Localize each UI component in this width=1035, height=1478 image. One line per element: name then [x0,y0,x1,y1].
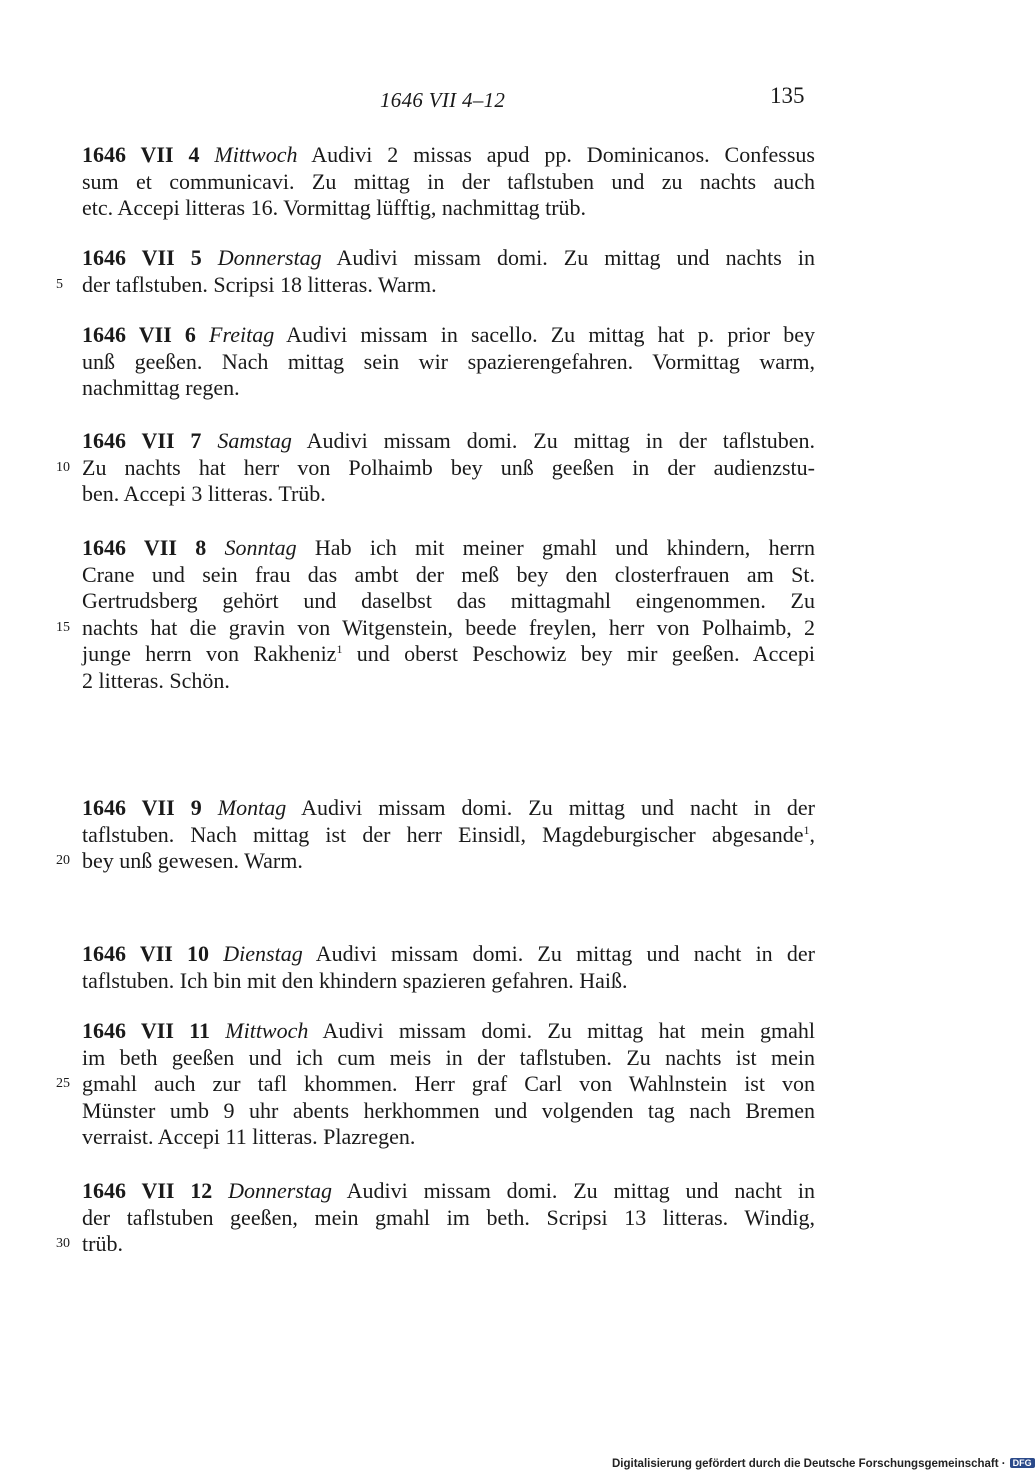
diary-entry-vii-9 [56,795,815,875]
text-line [82,1178,815,1205]
page-number: 135 [770,83,805,108]
text-line [56,848,815,875]
diary-entry-vii-12 [56,1178,815,1258]
footnote-line [88,708,815,730]
text-line: etc. Accepi litteras 16. Vormittag lüfftig, nachmittag trüb. [82,195,587,221]
text-line [82,822,815,849]
footnote-einsiedel [88,891,815,913]
diary-entry-vii-8 [56,535,816,695]
line-text: Zu nachts hat herr von Polhaimb bey unß geeßen in der audienzstu- [82,454,815,480]
text-line: taflstuben. Ich bin mit den khindern spazieren gefahren. Haiß. [82,967,628,993]
line-number: 25 [56,1076,70,1092]
entry-date: 1646 VII 4 [82,142,200,167]
diary-entry-vii-11 [56,1018,816,1151]
line-number: 20 [56,853,70,869]
text-line: ben. Accepi 3 litteras. Trüb. [82,481,326,507]
text-line [82,641,815,668]
text-line: im beth geeßen und ich cum meis in der taflstuben. Zu nachts ist mein [82,1044,815,1070]
entry-weekday: Mittwoch [214,142,298,167]
entry-text: Audivi missam in sacello. Zu mittag hat p. prior bey [286,322,815,347]
text-line [56,454,815,482]
diary-entry-vii-6 [82,322,815,402]
digitization-credit [612,1458,1035,1470]
line-text: , [809,821,815,847]
text-line: 2 litteras. Schön. [82,667,230,693]
text-line: Münster umb 9 uhr abents herkhommen und volgenden tag nach Bremen [82,1097,815,1123]
line-text: junge herrn von Rakheniz [82,641,337,667]
text-line: verraist. Accepi 11 litteras. Plazregen. [82,1124,416,1150]
entry-date: 1646 VII 7 [82,428,202,453]
footnote-line [88,730,815,752]
line-text: taflstuben. Nach mittag ist der herr Einsidl, Magdeburgischer abgesande [82,821,804,847]
diary-entry-vii-5 [56,245,815,298]
line-number: 15 [56,619,70,635]
diary-entry-vii-4 [82,142,815,222]
running-title: 1646 VII 4–12 [380,88,506,112]
footnote-reference: 1 [336,642,343,657]
entry-text: Audivi missam domi. Zu mittag in der taflstuben. [306,428,815,453]
entry-weekday: Montag [217,795,287,820]
footnote-line [88,752,815,774]
entry-text: Audivi missam domi. Zu mittag hat mein gmahl [322,1018,816,1043]
diary-entry-vii-10 [82,941,815,994]
line-text: der taflstuben. Scripsi 18 litteras. Warm. [82,271,437,297]
entry-text: Audivi missam domi. Zu mittag und nacht in der [315,941,815,966]
entry-weekday: Donnerstag [228,1178,333,1203]
text-line [82,795,815,822]
entry-date: 1646 VII 6 [82,322,196,347]
line-number: 5 [56,276,63,292]
dfg-logo: DFG [1010,1458,1035,1468]
entry-text: Hab ich mit meiner gmahl und khindern, herrn [314,535,816,560]
line-number: 10 [56,459,70,475]
entry-weekday: Dienstag [223,941,303,966]
line-text: gmahl auch zur tafl khommen. Herr graf Carl von Wahlnstein ist von [82,1071,815,1097]
text-line [82,322,815,349]
footnote-ragkhnitz [88,708,815,774]
line-text: und oberst Peschowiz bey mir geeßen. Accepi [342,641,816,667]
text-line [56,614,815,642]
text-line: Crane und sein frau das ambt der meß bey den closterfrauen am St. [82,561,815,587]
text-line: der taflstuben geeßen, mein gmahl im beth. Scripsi 13 litteras. Windig, [82,1204,815,1230]
line-text: bey unß gewesen. Warm. [82,848,303,874]
line-number: 30 [56,1236,70,1252]
text-line: nachmittag regen. [82,375,240,401]
entry-text: Audivi missam domi. Zu mittag und nacht in der [301,795,815,820]
entry-text: Audivi missam domi. Zu mittag und nacht in [346,1178,815,1203]
entry-weekday: Samstag [217,428,292,453]
diary-entry-vii-7 [56,428,815,508]
text-line: unß geeßen. Nach mittag sein wir spazierengefahren. Vormittag warm, [82,348,815,374]
entry-date: 1646 VII 8 [82,535,207,560]
entry-date: 1646 VII 11 [82,1018,210,1043]
entry-date: 1646 VII 9 [82,795,202,820]
credit-text: Digitalisierung gefördert durch die Deutsche Forschungsgemeinschaft · [612,1458,1006,1470]
text-line [82,535,815,562]
text-line [56,1231,815,1258]
footnote-line [88,891,815,913]
entry-weekday: Freitag [209,322,275,347]
text-line: sum et communicavi. Zu mittag in der taflstuben und zu nachts auch [82,168,815,194]
entry-weekday: Mittwoch [225,1018,309,1043]
entry-date: 1646 VII 10 [82,941,210,966]
footnote-reference: 1 [803,822,810,837]
line-text: trüb. [82,1231,123,1257]
entry-weekday: Sonntag [224,535,297,560]
entry-date: 1646 VII 12 [82,1178,213,1203]
entry-weekday: Donnerstag [217,245,322,270]
text-line [82,941,815,968]
text-line [56,1071,815,1098]
entry-text: Audivi 2 missas apud pp. Dominicanos. Confessus [311,142,815,167]
text-line [82,245,815,272]
entry-date: 1646 VII 5 [82,245,202,270]
entry-text: Audivi missam domi. Zu mittag und nachts in [336,245,815,270]
text-line: Gertrudsberg gehört und daselbst das mittagmahl eingenommen. Zu [82,588,815,614]
text-line [82,1018,815,1045]
text-line [82,428,815,455]
text-line [82,142,815,169]
text-line [56,271,815,299]
line-text: nachts hat die gravin von Witgenstein, beede freylen, herr von Polhaimb, 2 [82,614,815,640]
